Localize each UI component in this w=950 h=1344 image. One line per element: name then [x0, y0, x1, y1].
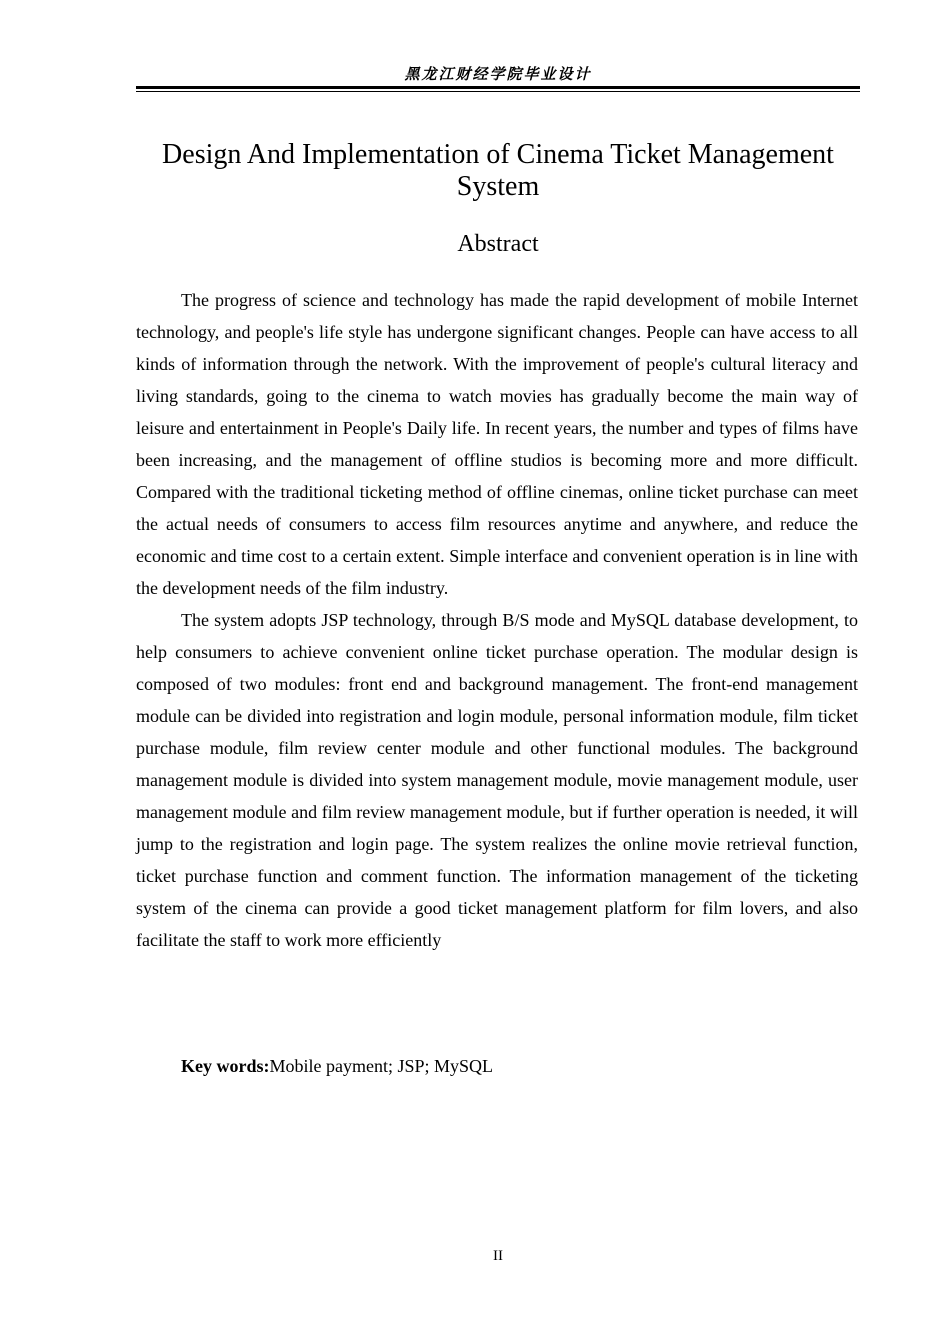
keywords-value: Mobile payment; JSP; MySQL — [269, 1056, 494, 1076]
header-rule — [136, 86, 860, 89]
page-number: II — [493, 1248, 503, 1264]
abstract-body — [136, 284, 858, 956]
title-line-2: System — [456, 171, 540, 202]
keywords — [181, 1050, 860, 1082]
page-header: 黑龙江财经学院毕业设计 — [404, 65, 592, 83]
abstract-heading: Abstract — [457, 231, 539, 257]
document-title — [136, 139, 860, 203]
keywords-label: Key words: — [181, 1056, 270, 1076]
header-rule-thin — [136, 91, 860, 92]
abstract-paragraph-2: The system adopts JSP technology, through B/S mode and MySQL database development, to help consumers to achieve convenient online ticket purchase operation. The modular design is composed of two modules: front end and background management. The front-end management module can be divided into registration and login module, personal information module, film ticket purchase module, film review center module and other functional modules. The background management module is divided into system management module, movie management module, user management module and film review management module, but if further operation is needed, it will jump to the registration and login page. The system realizes the online movie retrieval function, ticket purchase function and comment function. The information management of the ticketing system of the cinema can provide a good ticket management platform for film lovers, and also facilitate the staff to work more efficiently — [136, 610, 858, 950]
abstract-paragraph-1: The progress of science and technology has made the rapid development of mobile Internet technology, and people's life style has undergone significant changes. People can have access to all kinds of information through the network. With the improvement of people's cultural literacy and living standards, going to the cinema to watch movies has gradually become the main way of leisure and entertainment in People's Daily life. In recent years, the number and types of films have been increasing, and the management of offline studios is becoming more and more difficult. Compared with the traditional ticketing method of offline cinemas, online ticket purchase can meet the actual needs of consumers to access film resources anytime and anywhere, and reduce the economic and time cost to a certain extent. Simple interface and convenient operation is in line with the development needs of the film industry. — [136, 290, 858, 598]
title-line-1: Design And Implementation of Cinema Ticket Management — [162, 139, 834, 170]
